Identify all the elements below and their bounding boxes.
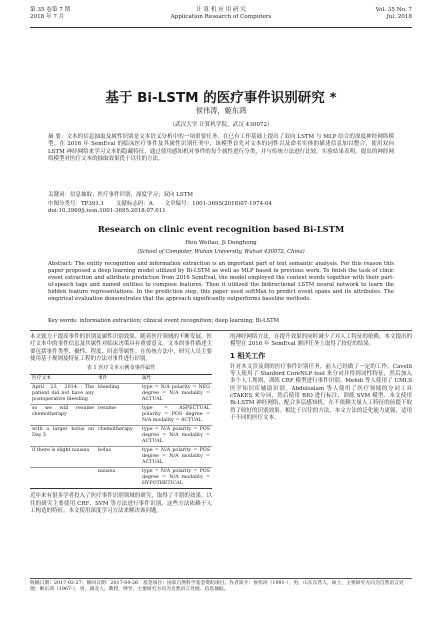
table-cell: April 23, 2014: The patient did not have any postoperative bleeding [32,385,94,403]
table-cell: if there is slight nausea [32,448,90,454]
header-volume: 第 35 卷第 7 期 2018 年 7 月 [30,7,71,20]
table-cell: resume [98,406,117,412]
footnote: 收稿日期：2017-02-27；修回日期：2017-04-26 基金项目：国家自然科学基金资助项目。作者简介：侯伟涛（1991-），男，山东东营人，硕士，主要研究方向为自然语言处理；姬东鸿（1967-），男，湖北人，教授，博导，主要研究方向为自然语言处理、信息抽取。 [30,578,412,593]
table-cell [30,468,96,488]
paper-affiliation-en: (School of Computer, Wuhan University, Wuhan 430072, China) [137,249,305,255]
table-cell: type = N/A polarity = POS degree = N/A modality = HYPOTHETICAL [142,469,210,487]
paper-title-en: Research on clinic event recognition based Bi-LSTM [97,224,345,234]
table-row [30,384,212,405]
doc-code: 文献标志码：A [115,201,153,207]
body-paragraph: 的神经网络方法，在提升效果的同时减少了对人工特征的依赖。本文提出的模型在 2016 年 SemEval 测评任务上取得了较好的结果。 [230,334,412,348]
body-paragraph: 针对本文涉及到的医疗事件识别任务，前人已经做了一定的工作。Cavelli 等人使用了 Stanford CoreNLP tool 来分词并得到词性特征，然后加入多个人工规则，训练 CRF 模型进行事件识别。Mehdi 等人使用了 UMLS 医学知识库辅助识别。Abdulsalam 等人使用了医疗领域的分词工具 cTAKES 来分词，然后使用 BIO 进行标注，训练 SVM 模型。本文使用 Bi-LSTM 神经网络，配合多层感知机，在不依赖大量人工特征的前提下取得了较好的识别效果。相比于以往的方法，本文方法的泛化能力更强，适用于不同的医疗文本。 [230,363,412,421]
table-row [30,426,212,447]
header-volume-en: Vol. 35 No. 7 Jul. 2018 [375,7,412,20]
table-cell: bolus [98,448,112,454]
table-cell: type = N/A polarity = NEG degree = N/A modality = ACTUAL [142,385,210,403]
table-row [30,447,212,468]
table-cell: chemotherapy [98,427,133,433]
body-paragraph: 本文致力于提高事件的识别及属性识别效果。随着医疗领域的不断发展，医疗文本中的事件信息及其属性对临床决策具有重要意义。文本的事件描述主要包括事件类型、极性、程度、时态等属性。在传统方法中，研究人员主要使用基于规则及特征工程的方法对事件进行识别。 [30,334,212,362]
table-cell: type = ASPECTUAL polarity = POS degree = N/A modality = ACTUAL [142,406,210,424]
table-header-row [30,375,212,384]
table-cell: with a larger bolus on Day 5 [32,427,94,439]
table-row [30,405,212,426]
doi: doi:10.3969/j.issn.1001-3695.2018.07.011 [48,208,166,214]
clc-number: 中图分类号：TP391.1 [48,201,105,207]
section-heading: 1 相关工作 [230,351,266,360]
table-cell: nausea [98,469,116,475]
table-cell: bleeding [98,385,120,391]
table-row [30,468,212,488]
paper-title: 基于 Bi-LSTM 的医疗事件识别研究 * [105,90,337,106]
body-right-column [230,334,412,422]
paper-authors-en: Hou Weitao, Ji Donghong [185,240,257,246]
abstract-en: Abstract: The entity recognition and information extraction is an important part of text semantic analysis. For this reason this paper proposed a deep learning model utilized by Bi-LSTM as well as MLP based in previous work. To finish the task of clinic event extraction and attribute prediction from 2016 SemEval, the model employed the context words together with their part-of-speech tags and named entities to compose features. Then it utilized the bidirectional LSTM neural network to learn the hidden feature representations. In the prediction step, this paper used softMax to predict event spans and its attributes. The empirical evaluation demonstrates that the approach significantly outperforms baseline methods. [48,261,394,302]
keywords-en: Key words: information extraction; clinical event recognition; deep learning; Bi-LSTM [48,318,280,324]
paper-affiliation: （武汉大学 计算机学院，武汉 430072） [169,122,273,128]
body-paragraph: 近年来有很多学者投入了医疗事件识别领域的研究，取得了不错的效果。以往的研究主要使用 CRF、SVM 等方法进行事件识别，这些方法依赖于人工构造的特征。本文使用深度学习方法来解决该问题。 [30,493,212,515]
article-number: 文章编号：1001-3695(2018)07-1974-04 [164,201,272,207]
body-left-column [30,334,212,515]
journal-header [30,5,412,28]
classification-line [48,199,394,207]
event-table [30,374,212,489]
keywords-cn: 关键词：信息抽取；医疗事件识别；深度学习；双向 LSTM [48,192,193,198]
header-journal-name: 计 算 机 应 用 研 究 Application Research of Computers [170,7,272,20]
table-header-cell: 事件 [98,376,108,382]
table-header-cell: 属性 [142,376,152,382]
paper-authors: 侯伟涛，姬东鸿 [195,106,247,115]
table-cell: type = N/A polarity = POS degree = N/A modality = ACTUAL [142,427,210,445]
table-cell: so we will resume chemotherapy [32,406,94,418]
table-cell: type = N/A polarity = POS degree = N/A modality = ACTUAL [142,448,210,466]
abstract-cn: 摘 要：文本的信息抽取及属性识别是文本语义分析中的一项重要任务。在已有工作基础上提出了双向 LSTM 与 MLP 结合的深度神经网络模型。在 2016 年 SemEval 的临床医疗事件及其属性识别任务中，该模型首先对文本的词性以及命名实体的描述信息加以整合，使用双向 LSTM 神经网络来学习文本的隐藏特征，通过使用感知机对事件的每个属性进行分类，并与传统方法进行比较。实验结果表明，提出的神经网络模型对医疗文本的抽取效果优于以往的方法。 [48,134,394,163]
table-header-cell: 医疗文本 [32,376,52,382]
table-caption: 表 1 医疗文本示例及事件属性 [86,365,156,372]
section-divider [30,330,412,331]
